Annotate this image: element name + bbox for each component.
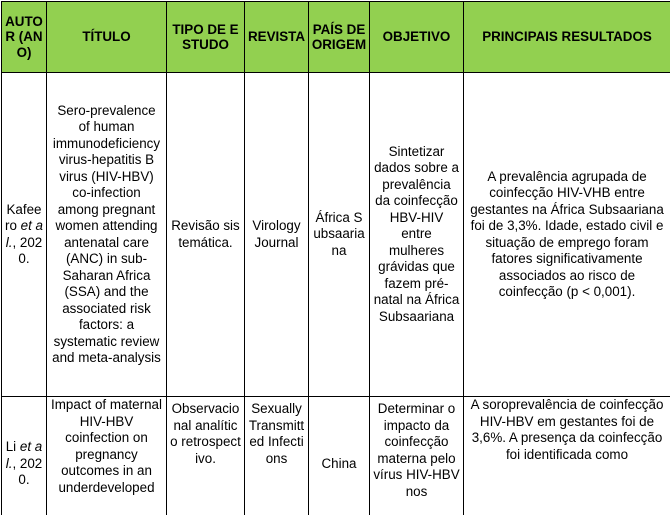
cell-revista: Virology Journal: [245, 73, 309, 397]
autor-year: , 2020.: [12, 455, 43, 488]
literature-review-table-container: [1, 1, 670, 515]
literature-review-table: [1, 1, 670, 515]
cell-resultados: A prevalência agrupada de coinfecção HIV-VHB entre gestantes na África Subsaariana foi de 3,3%. Idade, estado civil e situação de emprego foram fatores significativamente associados ao risco de coinfecção (p < 0,001).: [464, 73, 671, 397]
autor-etal: et al.: [5, 218, 43, 250]
cell-revista: Sexually Transmitted Infections: [245, 397, 309, 515]
autor-etal: et al.: [5, 439, 43, 471]
header-autor: AUTOR (ANO): [2, 2, 47, 73]
cell-resultados: A soroprevalência de coinfecção HIV-HBV em gestantes foi de 3,6%. A presença da coinfecção foi identificada como: [464, 397, 671, 515]
cell-titulo: Impact of maternal HIV-HBV coinfection on pregnancy outcomes in an underdeveloped: [47, 397, 167, 515]
cell-titulo: Sero-prevalence of human immunodeficiency virus-hepatitis B virus (HIV-HBV) co-infection among pregnant women attending antenatal care (ANC) in sub-Saharan Africa (SSA) and the associated risk factors: a systematic review and meta-analysis: [47, 73, 167, 397]
cell-pais: África Subsaariana: [309, 73, 370, 397]
cell-pais: China: [309, 397, 370, 515]
autor-name: Li: [5, 439, 17, 455]
header-objetivo: OBJETIVO: [370, 2, 464, 73]
cell-objetivo: Sintetizar dados sobre a prevalência da coinfecção HBV-HIV entre mulheres grávidas que fazem pré-natal na África Subsaariana: [370, 73, 464, 397]
cell-autor: [2, 73, 47, 397]
cell-objetivo: Determinar o impacto da coinfecção materna pelo vírus HIV-HBV nos: [370, 397, 464, 515]
autor-year: , 2020.: [12, 234, 43, 266]
header-principais-resultados: PRINCIPAIS RESULTADOS: [464, 2, 671, 73]
cell-tipo-estudo: Revisão sistemática.: [167, 73, 245, 397]
cell-autor: [2, 397, 47, 515]
header-revista: REVISTA: [245, 2, 309, 73]
table-row: [2, 73, 671, 397]
header-tipo-estudo: TIPO DE ESTUDO: [167, 2, 245, 73]
header-row: [2, 2, 671, 73]
header-titulo: TÍTULO: [47, 2, 167, 73]
header-pais-origem: PAÍS DE ORIGEM: [309, 2, 370, 73]
table-row: [2, 397, 671, 515]
autor-name: Kafeero: [5, 201, 42, 233]
cell-tipo-estudo: Observacional analítico retrospectivo.: [167, 397, 245, 515]
